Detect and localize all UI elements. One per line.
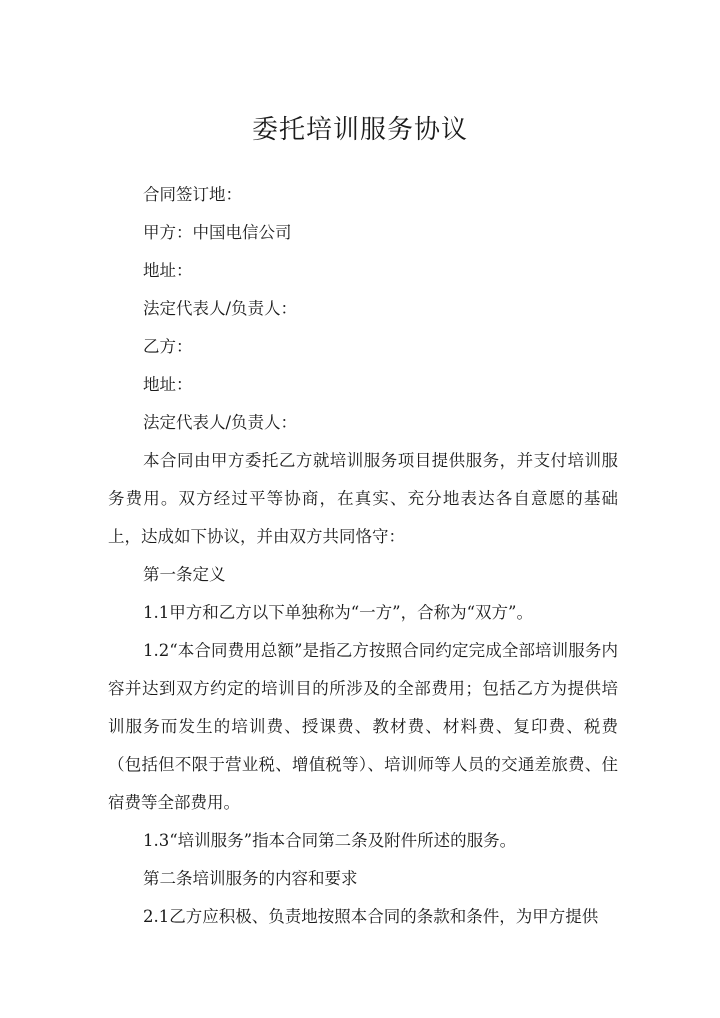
clause-2-1: 2.1乙方应积极、负责地按照本合同的条款和条件，为甲方提供 (143, 907, 599, 926)
party-a-address: 地址： (143, 261, 193, 280)
document-title: 委托培训服务协议 (251, 115, 468, 145)
clause-1-1: 1.1甲方和乙方以下单独称为“一方”，合称为“双方”。 (143, 603, 533, 622)
article-1-heading: 第一条定义 (143, 565, 226, 584)
clause-1-2: 1.2“本合同费用总额”是指乙方按照合同约定完成全部培训服务内容并达到双方约定的培训目的所涉及的全部费用；包括乙方为提供培训服务而发生的培训费、授课费、教材费、材料费、复印费、税费（包括但不限于营业税、增值税等）、培训师等人员的交通差旅费、住宿费等全部费用。 (108, 641, 618, 812)
article-2-heading: 第二条培训服务的内容和要求 (143, 869, 358, 888)
preamble-paragraph: 本合同由甲方委托乙方就培训服务项目提供服务，并支付培训服务费用。双方经过平等协商，在真实、充分地表达各自意愿的基础上，达成如下协议，并由双方共同恪守： (108, 451, 618, 546)
party-b-address: 地址： (143, 375, 193, 394)
party-b: 乙方： (143, 337, 193, 356)
party-b-representative: 法定代表人/负责人： (143, 413, 298, 432)
contract-location: 合同签订地： (143, 185, 242, 204)
clause-1-3: 1.3“培训服务”指本合同第二条及附件所述的服务。 (143, 831, 517, 850)
party-a: 甲方：中国电信公司 (143, 223, 292, 242)
document-body (108, 176, 618, 936)
party-a-representative: 法定代表人/负责人： (143, 299, 298, 318)
